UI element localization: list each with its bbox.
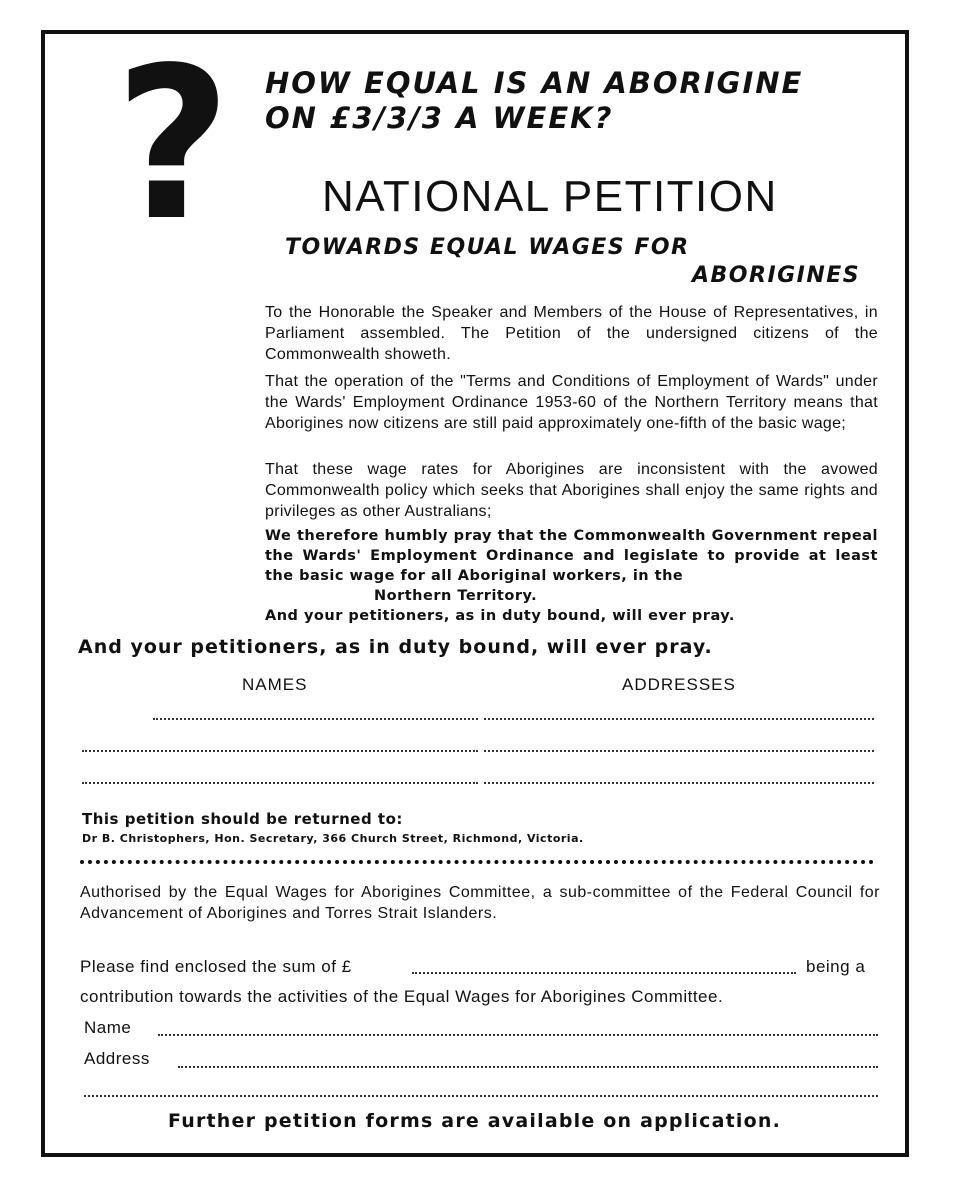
subtitle-line-1: TOWARDS EQUAL WAGES FOR [285, 235, 690, 260]
address-entry-line[interactable] [484, 782, 874, 784]
address-entry-line[interactable] [178, 1066, 878, 1068]
petition-closing: And your petitioners, as in duty bound, will ever pray. [265, 608, 735, 624]
petition-paragraph-3: That these wage rates for Aborigines are inconsistent with the avowed Commonwealth policy which seeks that Aborigines shall enjoy the same rights and privileges as other Australians; [265, 461, 878, 520]
names-column-header: NAMES [242, 675, 308, 694]
name-entry-line[interactable] [82, 782, 478, 784]
headline-line-2: ON £3/3/3 A WEEK? [265, 101, 614, 135]
address-entry-line[interactable] [484, 750, 874, 752]
further-forms-notice: Further petition forms are available on application. [168, 1110, 781, 1132]
addresses-column-header: ADDRESSES [622, 675, 736, 694]
contribution-text: contribution towards the activities of the Equal Wages for Aborigines Committee. [80, 987, 724, 1006]
name-label: Name [84, 1018, 132, 1037]
sum-label: Please find enclosed the sum of £ [80, 957, 352, 976]
closing-statement: And your petitioners, as in duty bound, will ever pray. [78, 636, 713, 658]
name-entry-line[interactable] [82, 750, 478, 752]
petition-paragraph-1: To the Honorable the Speaker and Members of the House of Representatives, in Parliament assembled. The Petition of the undersigned citizens of the Commonwealth showeth. [265, 304, 878, 363]
authorisation-statement: Authorised by the Equal Wages for Aborigines Committee, a sub-committee of the Federal Council for Advancement of Aborigines and Torres Strait Islanders. [80, 884, 880, 922]
cut-line-divider [80, 860, 874, 864]
question-mark-graphic: ? [115, 22, 231, 267]
petition-prayer: We therefore humbly pray that the Commonwealth Government repeal the Wards' Employment Ordinance and legislate to provide at least the basic wage for all Aboriginal workers, in the [265, 528, 878, 584]
name-entry-line[interactable] [158, 1034, 878, 1036]
sum-suffix: being a [806, 957, 866, 976]
headline-line-1: HOW EQUAL IS AN ABORIGINE [265, 66, 804, 100]
return-address: Dr B. Christophers, Hon. Secretary, 366 Church Street, Richmond, Victoria. [82, 832, 584, 845]
petition-paragraph-2: That the operation of the "Terms and Conditions of Employment of Wards" under the Wards' Employment Ordinance 1953-60 of the Northern Territory means that Aborigines now citizens are still paid approximately one-fifth of the basic wage; [265, 373, 878, 432]
page-title: NATIONAL PETITION [322, 172, 778, 221]
address-entry-line[interactable] [484, 718, 874, 720]
address-label: Address [84, 1049, 150, 1068]
name-entry-line[interactable] [153, 718, 478, 720]
sum-entry-line[interactable] [412, 972, 796, 974]
address-entry-line[interactable] [84, 1095, 878, 1097]
return-heading: This petition should be returned to: [82, 810, 403, 828]
petition-prayer-end: Northern Territory. [374, 588, 538, 604]
subtitle-line-2: ABORIGINES [692, 263, 861, 288]
